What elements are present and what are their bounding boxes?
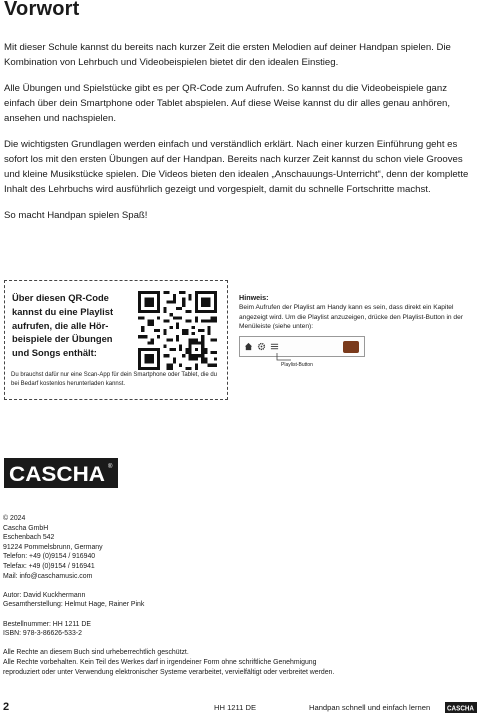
address-line: Eschenbach 542	[3, 534, 55, 542]
gear-icon	[257, 342, 266, 351]
qr-code-image[interactable]	[138, 291, 217, 370]
page-number: 2	[3, 701, 10, 713]
home-icon	[244, 342, 253, 351]
address-line: Telefax: +49 (0)9154 / 916941	[3, 562, 95, 570]
paragraph: So macht Handpan spielen Spaß!	[4, 210, 148, 221]
paragraph: Alle Übungen und Spielstücke gibt es per QR-Code zum Aufrufen. So kannst du die Videobeispiele ganz einfach über dein Smartphone oder Tablet abspielen. Auf diese Weise kannst du dir alles genau anhören, ansehen und nachspielen.	[4, 83, 451, 124]
page-footer	[0, 700, 479, 718]
address-line: Telefon: +49 (0)9154 / 916940	[3, 553, 96, 561]
playlist-button-caption: Playlist-Button	[281, 362, 313, 368]
rights-line: Alle Rechte vorbehalten. Kein Teil des Werkes darf in irgendeiner Form ohne schriftliche Genehmigung	[3, 658, 317, 666]
playlist-button[interactable]	[343, 341, 359, 353]
cascha-logo	[4, 458, 118, 488]
isbn-line: ISBN: 978-3-86626-533-2	[3, 630, 82, 638]
hint-section	[239, 293, 475, 332]
qr-box-title: Über diesen QR-Code kannst du eine Playlist aufrufen, die alle Hör-beispiele der Übungen und Songs enthält:	[12, 292, 114, 359]
imprint	[3, 514, 473, 687]
playlist-icon	[270, 342, 279, 351]
menu-bar-screenshot	[239, 336, 365, 357]
paragraph: Mit dieser Schule kannst du bereits nach kurzer Zeit die ersten Melodien auf deiner Handpan spielen. Die Kombination von Lehrbuch und Videobeispielen bietet dir den idealen Einstieg.	[4, 42, 451, 68]
address-line: Cascha GmbH	[3, 524, 49, 532]
intro-text	[4, 40, 474, 234]
page-title: Vorwort	[4, 0, 80, 20]
copyright-line: © 2024	[3, 515, 26, 522]
footer-logo-text: CASCHA	[447, 703, 475, 713]
rights-line: Alle Rechte an diesem Buch sind urheberrechtlich geschützt.	[3, 649, 189, 657]
qr-box-note: Du brauchst dafür nur eine Scan-App für dein Smartphone oder Tablet, die du bei Bedarf kostenlos herunterladen kannst.	[11, 372, 218, 388]
credit-line: Gesamtherstellung: Helmut Hage, Rainer Pink	[3, 601, 145, 609]
hint-label: Hinweis:	[239, 293, 269, 302]
footer-cascha-logo	[445, 702, 477, 713]
hint-text: Beim Aufrufen der Playlist am Handy kann es sein, dass direkt ein Kapitel angezeigt wird. Um die Playlist anzuzeigen, drücke den Playlist-Button in der Menüleiste (siehe unten):	[239, 304, 463, 331]
paragraph: Die wichtigsten Grundlagen werden einfach und verständlich erklärt. Nach einer kurzen Einführung geht es sofort los mit den ersten Übungen auf der Handpan. Bereits nach kurzer Zeit kannst du schon viele Grooves und kleine Musikstücke spielen. Die Videos bieten den idealen „Anschauungs-Unterricht“, denn der komplette Inhalt des Lehrbuchs wird ausführlich gezeigt und vorgespielt, damit du schnelle Fortschritte machst.	[4, 139, 469, 195]
qr-code-box	[4, 280, 228, 400]
footer-book-title: Handpan schnell und einfach lernen	[309, 703, 431, 712]
credit-line: Autor: David Kuckhermann	[3, 591, 86, 599]
logo-text: CASCHA	[9, 463, 105, 486]
order-number-line: Bestellnummer: HH 1211 DE	[3, 620, 91, 628]
address-line: Mail: info@caschamusic.com	[3, 572, 93, 580]
rights-line: reproduziert oder unter Verwendung elektronischer Systeme verarbeitet, vervielfältigt oder verbreitet werden.	[3, 668, 335, 676]
footer-order-code: HH 1211 DE	[214, 703, 257, 712]
svg-text:®: ®	[108, 464, 113, 470]
address-line: 91224 Pommelsbrunn, Germany	[3, 543, 103, 551]
